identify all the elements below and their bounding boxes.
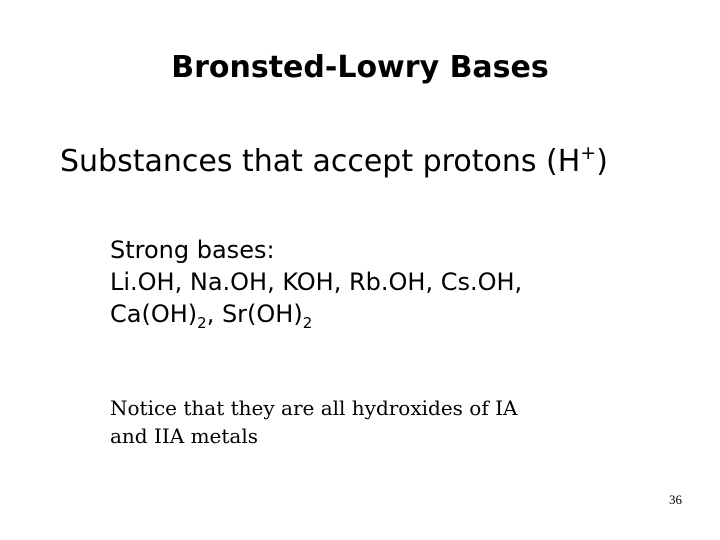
proton-charge-superscript: + bbox=[580, 142, 597, 164]
definition-text: Substances that accept protons (H bbox=[60, 144, 581, 179]
strong-bases-block bbox=[110, 234, 522, 330]
notice-line-1: Notice that they are all hydroxides of IA bbox=[110, 396, 518, 420]
notice-line-2: and IIA metals bbox=[110, 424, 258, 448]
notice-block bbox=[110, 394, 517, 450]
strontium-hydroxide-formula: , Sr(OH) bbox=[206, 300, 303, 328]
strong-bases-heading: Strong bases: bbox=[110, 236, 275, 264]
definition-line bbox=[60, 140, 608, 184]
slide-title: Bronsted-Lowry Bases bbox=[171, 50, 549, 85]
strong-bases-line-1: Li.OH, Na.OH, KOH, Rb.OH, Cs.OH, bbox=[110, 268, 523, 296]
calcium-hydroxide-formula: Ca(OH) bbox=[110, 300, 198, 328]
definition-close-paren: ) bbox=[596, 144, 608, 179]
page-number: 36 bbox=[669, 492, 682, 507]
strong-bases-line-2 bbox=[110, 298, 522, 330]
strontium-hydroxide-subscript: 2 bbox=[302, 314, 313, 332]
calcium-hydroxide-subscript: 2 bbox=[197, 314, 207, 332]
